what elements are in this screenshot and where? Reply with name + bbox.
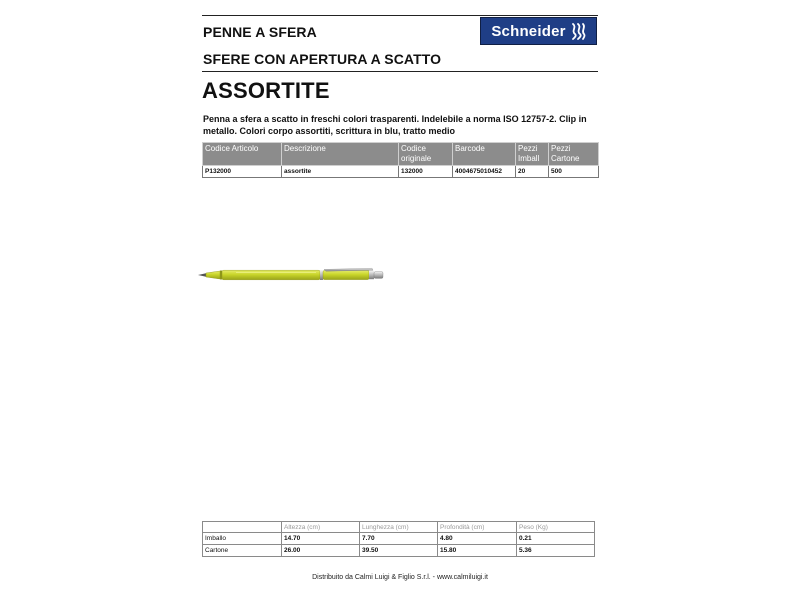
cell-peso: 0.21 (517, 533, 595, 545)
col-header-descrizione: Descrizione (282, 143, 399, 166)
product-title: ASSORTITE (202, 78, 330, 103)
category-title: PENNE A SFERA (203, 24, 317, 40)
brand-logo-text: Schneider (491, 22, 566, 40)
header-bottom-rule (202, 71, 598, 72)
col-header-codice-articolo: Codice Articolo (203, 143, 282, 166)
table-row (203, 166, 599, 178)
cell-codice-originale: 132000 (399, 166, 453, 178)
cell-codice-articolo: P132000 (203, 166, 282, 178)
subcategory-title: SFERE CON APERTURA A SCATTO (203, 51, 442, 67)
footer-distributor-text: Distribuito da Calmi Luigi & Figlio S.r.l. - www.calmiluigi.it (312, 574, 488, 581)
col-header-peso: Peso (Kg) (517, 522, 595, 533)
cell-altezza: 26.00 (282, 545, 360, 557)
header-top-rule (202, 15, 598, 16)
col-header-profondita: Profondità (cm) (438, 522, 517, 533)
product-table-header-row (203, 143, 599, 166)
col-header-codice-originale: Codice originale (399, 143, 453, 166)
row-label-cartone: Cartone (203, 545, 282, 557)
cell-profondita: 15.80 (438, 545, 517, 557)
cell-altezza: 14.70 (282, 533, 360, 545)
ballpoint-pen-illustration (196, 262, 391, 288)
row-label-imballo: Imballo (203, 533, 282, 545)
cell-peso: 5.36 (517, 545, 595, 557)
cell-descrizione: assortite (282, 166, 399, 178)
cell-lunghezza: 7.70 (360, 533, 438, 545)
cell-barcode: 4004675010452 (453, 166, 516, 178)
col-header-pezzi-cartone: Pezzi Cartone (549, 143, 599, 166)
dimensions-header-row (203, 522, 595, 533)
dimensions-table (202, 521, 595, 557)
col-header-empty (203, 522, 282, 533)
table-row (203, 533, 595, 545)
cell-pezzi-cartone: 500 (549, 166, 599, 178)
product-description: Penna a sfera a scatto in freschi colori trasparenti. Indelebile a norma ISO 12757-2. Clip in metallo. Colori corpo assortiti, scrittura in blu, tratto medio (203, 114, 587, 136)
col-header-pezzi-imball: Pezzi Imball (516, 143, 549, 166)
table-row (203, 545, 595, 557)
col-header-altezza: Altezza (cm) (282, 522, 360, 533)
col-header-barcode: Barcode (453, 143, 516, 166)
brand-logo (480, 17, 597, 45)
cell-pezzi-imball: 20 (516, 166, 549, 178)
product-table (202, 142, 599, 178)
brand-swirl-icon (570, 22, 586, 40)
cell-profondita: 4.80 (438, 533, 517, 545)
cell-lunghezza: 39.50 (360, 545, 438, 557)
col-header-lunghezza: Lunghezza (cm) (360, 522, 438, 533)
